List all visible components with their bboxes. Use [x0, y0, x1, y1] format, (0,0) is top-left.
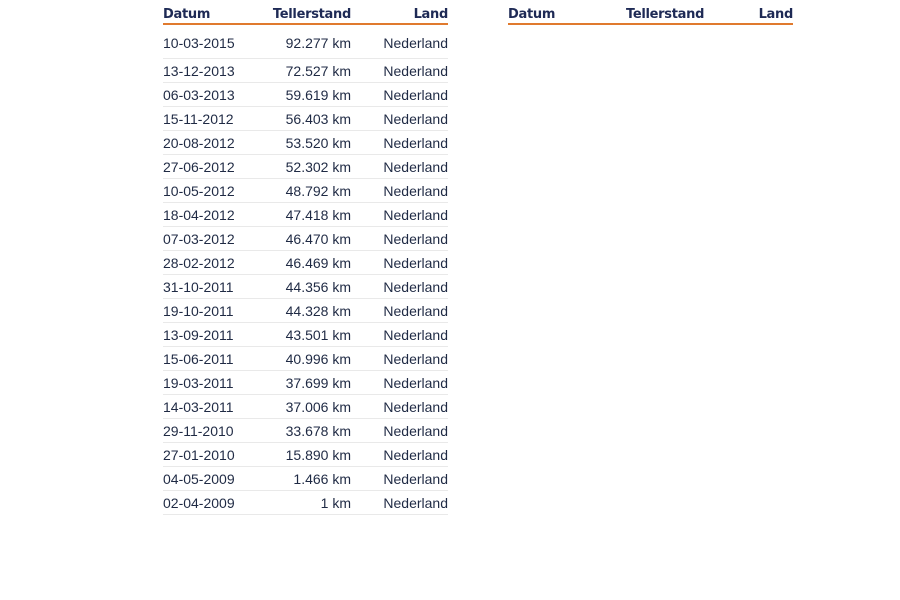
- cell-odometer: 43.501 km: [263, 323, 351, 347]
- cell-country: Nederland: [351, 443, 448, 467]
- cell-country: Nederland: [351, 131, 448, 155]
- odometer-history-table-right: [508, 6, 793, 25]
- cell-date: 02-04-2009: [163, 491, 263, 515]
- cell-odometer: 37.006 km: [263, 395, 351, 419]
- cell-odometer: 46.469 km: [263, 251, 351, 275]
- table-row: [163, 443, 448, 467]
- table-row: [163, 275, 448, 299]
- cell-country: Nederland: [351, 347, 448, 371]
- table-header-row: [508, 6, 793, 24]
- cell-odometer: 1.466 km: [263, 467, 351, 491]
- cell-odometer: 44.356 km: [263, 275, 351, 299]
- table-row: [163, 395, 448, 419]
- table-row: [163, 203, 448, 227]
- table-header-row: [163, 6, 448, 24]
- cell-date: 06-03-2013: [163, 83, 263, 107]
- table-row: [163, 491, 448, 515]
- table-row: [163, 59, 448, 83]
- cell-date: 15-11-2012: [163, 107, 263, 131]
- table-row: [163, 419, 448, 443]
- cell-date: 18-04-2012: [163, 203, 263, 227]
- cell-odometer: 40.996 km: [263, 347, 351, 371]
- table-row: [163, 179, 448, 203]
- cell-date: 28-02-2012: [163, 251, 263, 275]
- cell-date: 10-03-2015: [163, 24, 263, 59]
- cell-odometer: 15.890 km: [263, 443, 351, 467]
- cell-country: Nederland: [351, 323, 448, 347]
- cell-date: 29-11-2010: [163, 419, 263, 443]
- column-header-country: Land: [696, 6, 793, 24]
- column-header-odometer: Tellerstand: [263, 6, 351, 24]
- table-row: [163, 107, 448, 131]
- cell-date: 15-06-2011: [163, 347, 263, 371]
- cell-country: Nederland: [351, 467, 448, 491]
- cell-date: 27-01-2010: [163, 443, 263, 467]
- cell-country: Nederland: [351, 275, 448, 299]
- table-row: [163, 347, 448, 371]
- column-header-country: Land: [351, 6, 448, 24]
- table-row: [163, 371, 448, 395]
- cell-odometer: 53.520 km: [263, 131, 351, 155]
- cell-date: 19-03-2011: [163, 371, 263, 395]
- cell-country: Nederland: [351, 491, 448, 515]
- cell-country: Nederland: [351, 299, 448, 323]
- odometer-history-table-left: [163, 6, 448, 515]
- table-row: [163, 155, 448, 179]
- cell-date: 27-06-2012: [163, 155, 263, 179]
- table-row: [163, 467, 448, 491]
- column-header-date: Datum: [508, 6, 626, 24]
- column-header-odometer: Tellerstand: [626, 6, 696, 24]
- cell-country: Nederland: [351, 419, 448, 443]
- cell-odometer: 48.792 km: [263, 179, 351, 203]
- cell-odometer: 1 km: [263, 491, 351, 515]
- cell-country: Nederland: [351, 59, 448, 83]
- table-body: [163, 24, 448, 515]
- cell-date: 19-10-2011: [163, 299, 263, 323]
- table-row: [163, 227, 448, 251]
- table-row: [163, 24, 448, 59]
- cell-date: 13-12-2013: [163, 59, 263, 83]
- cell-country: Nederland: [351, 395, 448, 419]
- cell-odometer: 72.527 km: [263, 59, 351, 83]
- cell-odometer: 59.619 km: [263, 83, 351, 107]
- cell-odometer: 46.470 km: [263, 227, 351, 251]
- cell-date: 04-05-2009: [163, 467, 263, 491]
- column-header-date: Datum: [163, 6, 263, 24]
- cell-date: 13-09-2011: [163, 323, 263, 347]
- cell-odometer: 37.699 km: [263, 371, 351, 395]
- cell-country: Nederland: [351, 83, 448, 107]
- table-row: [163, 251, 448, 275]
- cell-odometer: 92.277 km: [263, 24, 351, 59]
- cell-country: Nederland: [351, 24, 448, 59]
- table-row: [163, 323, 448, 347]
- cell-date: 07-03-2012: [163, 227, 263, 251]
- cell-country: Nederland: [351, 227, 448, 251]
- cell-odometer: 47.418 km: [263, 203, 351, 227]
- cell-country: Nederland: [351, 251, 448, 275]
- table-row: [163, 131, 448, 155]
- cell-date: 10-05-2012: [163, 179, 263, 203]
- cell-date: 20-08-2012: [163, 131, 263, 155]
- cell-odometer: 33.678 km: [263, 419, 351, 443]
- cell-country: Nederland: [351, 371, 448, 395]
- cell-country: Nederland: [351, 107, 448, 131]
- cell-date: 31-10-2011: [163, 275, 263, 299]
- table-row: [163, 299, 448, 323]
- cell-date: 14-03-2011: [163, 395, 263, 419]
- cell-odometer: 52.302 km: [263, 155, 351, 179]
- cell-odometer: 56.403 km: [263, 107, 351, 131]
- cell-country: Nederland: [351, 203, 448, 227]
- table-row: [163, 83, 448, 107]
- cell-country: Nederland: [351, 155, 448, 179]
- cell-odometer: 44.328 km: [263, 299, 351, 323]
- cell-country: Nederland: [351, 179, 448, 203]
